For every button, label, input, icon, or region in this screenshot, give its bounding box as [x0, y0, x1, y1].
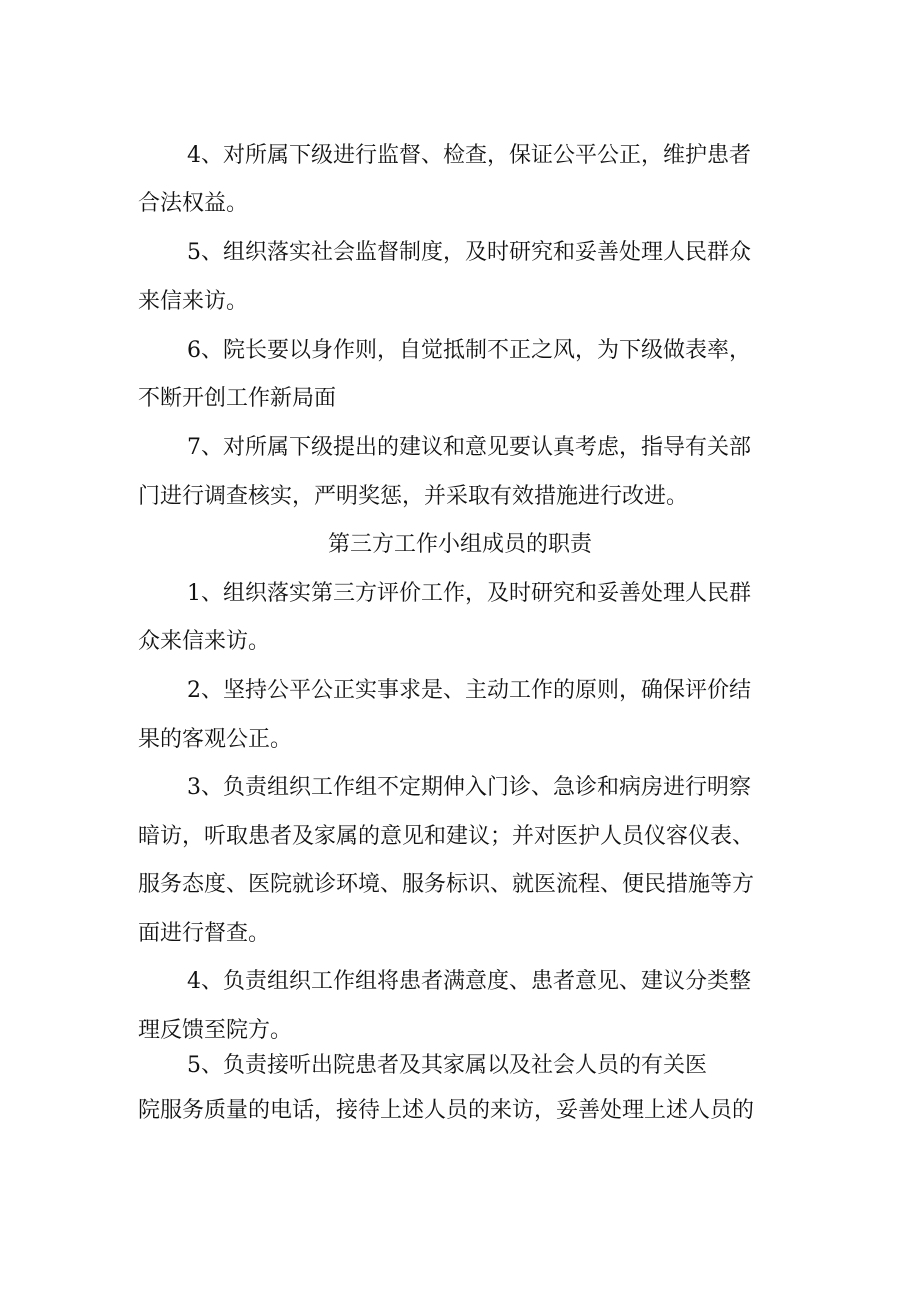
- item-leader-6-line-1: 6、院长要以身作则，自觉抵制不正之风，为下级做表率，: [187, 338, 751, 363]
- item-team-3-line-3: 服务态度、医院就诊环境、服务标识、就医流程、便民措施等方: [138, 872, 755, 897]
- item-leader-5-line-2: 来信来访。: [138, 289, 249, 314]
- section-title: 第三方工作小组成员的职责: [327, 532, 592, 557]
- item-team-1-line-1: 1、组织落实第三方评价工作，及时研究和妥善处理人民群: [187, 581, 751, 606]
- item-leader-6-line-2: 不断开创工作新局面: [138, 386, 337, 411]
- item-leader-7-line-2: 门进行调查核实，严明奖惩，并采取有效措施进行改进。: [138, 484, 689, 509]
- item-team-4-line-1: 4、负责组织工作组将患者满意度、患者意见、建议分类整: [187, 969, 751, 994]
- item-team-2-line-2: 果的客观公正。: [138, 727, 293, 752]
- item-team-2-line-1: 2、坚持公平公正实事求是、主动工作的原则，确保评价结: [187, 678, 751, 703]
- item-team-3-line-2: 暗访，听取患者及家属的意见和建议；并对医护人员仪容仪表、: [138, 824, 755, 849]
- item-team-3-line-4: 面进行督查。: [138, 921, 271, 946]
- item-leader-4-line-1: 4、对所属下级进行监督、检查，保证公平公正，维护患者: [187, 143, 751, 168]
- item-leader-4-line-2: 合法权益。: [138, 191, 249, 216]
- item-team-1-line-2: 众来信来访。: [138, 629, 271, 654]
- item-leader-7-line-1: 7、对所属下级提出的建议和意见要认真考虑，指导有关部: [187, 435, 751, 460]
- item-team-5-line-2: 院服务质量的电话，接待上述人员的来访，妥善处理上述人员的: [138, 1098, 755, 1123]
- item-team-4-line-2: 理反馈至院方。: [138, 1018, 293, 1043]
- item-team-3-line-1: 3、负责组织工作组不定期伸入门诊、急诊和病房进行明察: [187, 775, 751, 800]
- item-team-5-line-1: 5、负责接听出院患者及其家属以及社会人员的有关医: [187, 1053, 707, 1078]
- item-leader-5-line-1: 5、组织落实社会监督制度，及时研究和妥善处理人民群众: [187, 240, 751, 265]
